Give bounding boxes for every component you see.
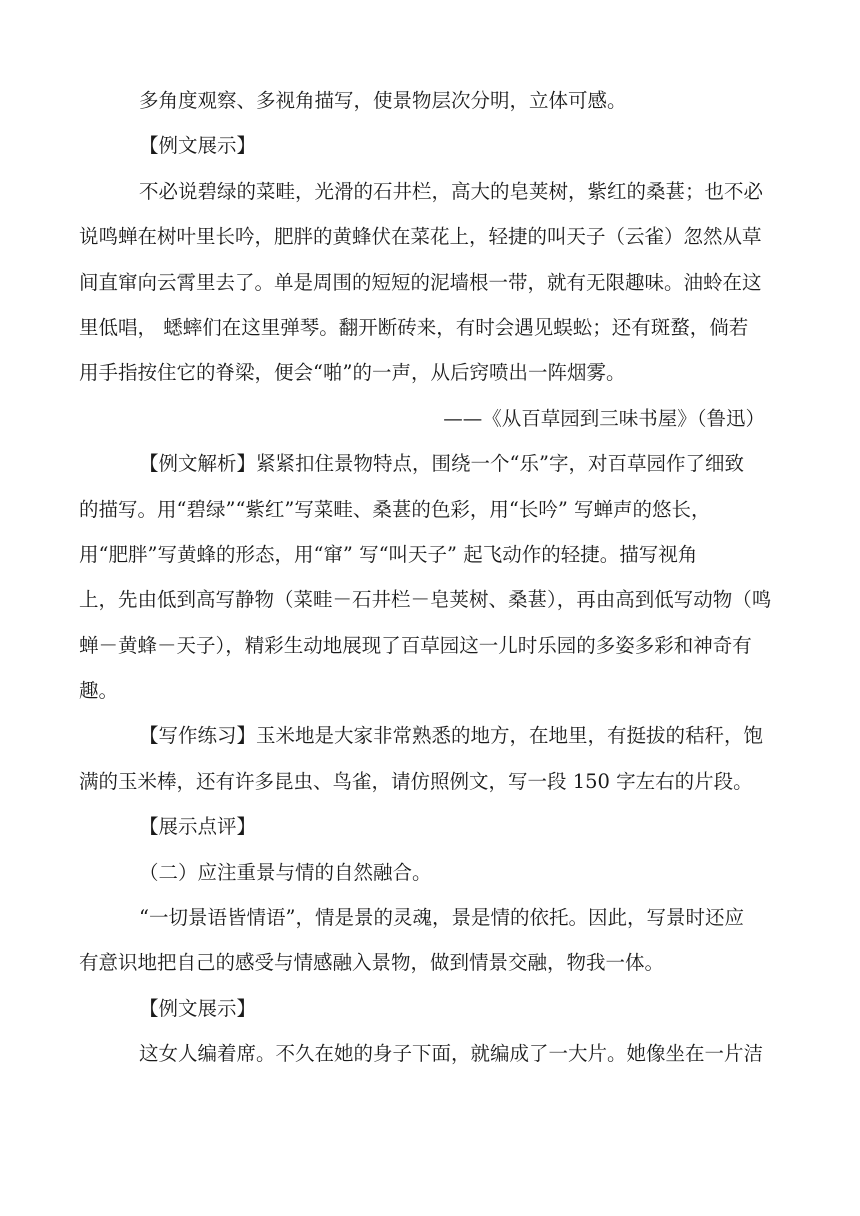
- paragraph-line: 有意识地把自己的感受与情感融入景物，做到情景交融，物我一体。: [79, 951, 665, 975]
- document-page: [79, 78, 785, 1077]
- paragraph-line: 满的玉米棒，还有许多昆虫、鸟雀，请仿照例文，写一段 150 字左右的片段。: [79, 769, 753, 793]
- paragraph-line: 用手指按住它的脊梁，便会“啪”的一声，从后窍喷出一阵烟雾。: [79, 361, 626, 385]
- paragraph-line: 这女人编着席。不久在她的身子下面，就编成了一大片。她像坐在一片洁: [139, 1042, 764, 1066]
- paragraph-line: 不必说碧绿的菜畦，光滑的石井栏，高大的皂荚树，紫红的桑葚；也不必: [139, 179, 764, 203]
- subsection-heading: （二）应注重景与情的自然融合。: [139, 860, 432, 884]
- paragraph-line: 间直窜向云霄里去了。单是周围的短短的泥墙根一带，就有无限趣味。油蛉在这: [79, 270, 762, 294]
- paragraph-line: “一切景语皆情语”，情是景的灵魂，景是情的依托。因此，写景时还应: [139, 906, 744, 930]
- section-heading-example: 【例文展示】: [139, 996, 257, 1020]
- citation-line: ——《从百草园到三味书屋》（鲁迅）: [443, 406, 765, 430]
- paragraph-line: 里低唱， 蟋蟀们在这里弹琴。翻开断砖来，有时会遇见蜈蚣；还有斑蝥，倘若: [79, 315, 749, 339]
- paragraph-line: 用“肥胖”写黄蜂的形态，用“窜” 写“叫天子” 起飞动作的轻捷。描写视角: [79, 542, 698, 566]
- section-heading-example: 【例文展示】: [139, 134, 257, 158]
- paragraph-line: 说鸣蝉在树叶里长吟，肥胖的黄蜂伏在菜花上，轻捷的叫天子（云雀）忽然从草: [79, 225, 762, 249]
- paragraph-line: 多角度观察、多视角描写，使景物层次分明，立体可感。: [139, 89, 627, 112]
- paragraph-line: 蝉－黄蜂－天子），精彩生动地展现了百草园这一儿时乐园的多姿多彩和神奇有: [79, 633, 752, 657]
- paragraph-line: 的描写。用“碧绿”“紫红”写菜畦、桑葚的色彩，用“长吟” 写蝉声的悠长，: [79, 497, 711, 521]
- section-heading-review: 【展示点评】: [139, 815, 257, 839]
- paragraph-line: 上，先由低到高写静物（菜畦－石井栏－皂荚树、桑葚），再由高到低写动物（鸣: [79, 588, 772, 612]
- paragraph-line: 【写作练习】玉米地是大家非常熟悉的地方，在地里，有挺拔的秸秆，饱: [139, 724, 764, 748]
- paragraph-line: 趣。: [79, 679, 119, 703]
- paragraph-line: 【例文解析】紧紧扣住景物特点，围绕一个“乐”字，对百草园作了细致: [139, 452, 744, 476]
